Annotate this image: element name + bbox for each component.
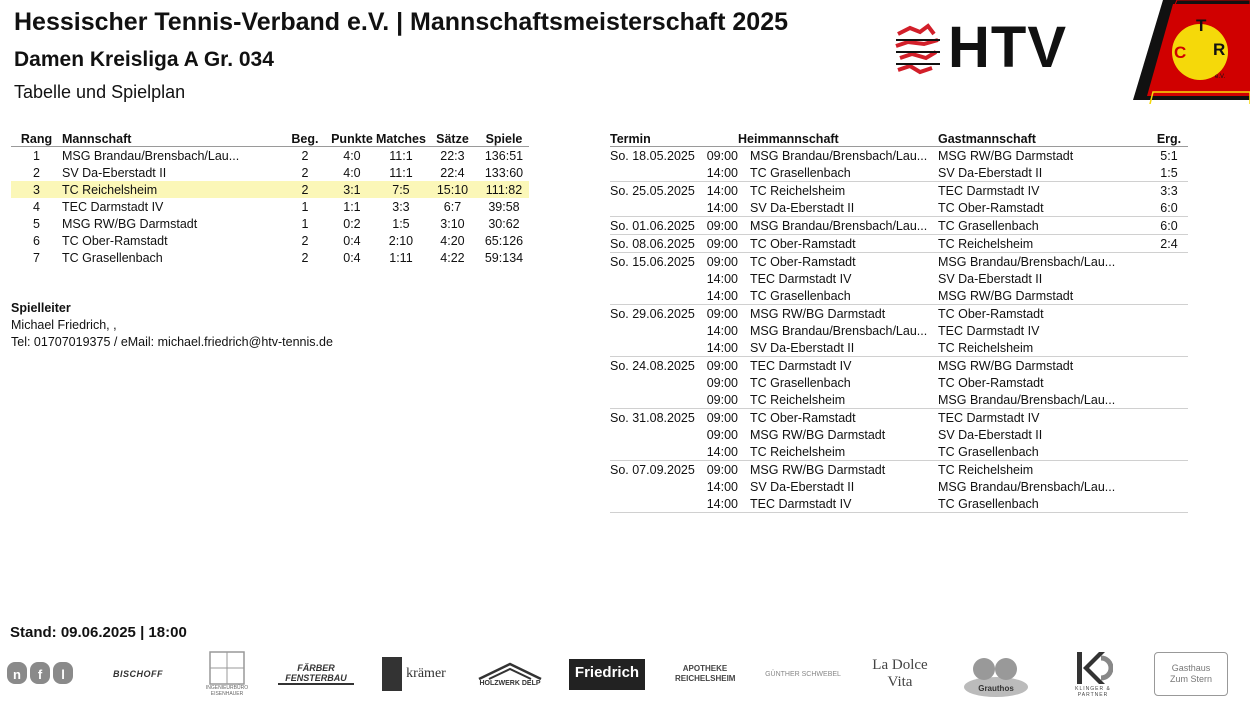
schedule-cell-guest: TC Reichelsheim [938, 461, 1150, 479]
schedule-cell-date: So. 01.06.2025 [610, 217, 700, 235]
guenther-schwebel-logo [764, 648, 842, 700]
holzwerk-delp-logo [472, 648, 548, 700]
schedule-cell-result [1150, 339, 1188, 357]
schedule-cell-time: 14:00 [700, 182, 738, 200]
col-erg: Erg. [1150, 129, 1188, 147]
schedule-cell-guest: TEC Darmstadt IV [938, 182, 1150, 200]
schedule-cell-guest: TC Ober-Ramstadt [938, 375, 1044, 390]
schedule-cell-guest: MSG RW/BG Darmstadt [938, 357, 1150, 375]
eisenhauer-logo-mark [206, 651, 248, 685]
schedule-cell-result: 3:3 [1150, 182, 1188, 200]
col-termin: Termin [610, 129, 738, 147]
friedrich-logo-text: Friedrich [569, 659, 645, 690]
kraemer-logo [378, 648, 450, 700]
standings-cell-punkte: 0:4 [343, 250, 361, 265]
standings-cell-rang: 6 [33, 233, 40, 248]
standings-cell-spiele: 59:134 [484, 250, 524, 265]
la-dolce-vita-logo [860, 648, 940, 700]
standings-row [11, 164, 529, 181]
schedule-row [610, 305, 1188, 323]
standings-row [11, 198, 529, 215]
standings-table [11, 129, 529, 266]
standings-cell-beg: 1 [301, 199, 309, 214]
schedule-cell-date [610, 374, 700, 391]
schedule-cell-date [610, 322, 700, 339]
kraemer-logo-text: krämer [406, 666, 446, 681]
standings-header-row [11, 129, 529, 147]
schedule-cell-guest: TC Reichelsheim [938, 235, 1150, 253]
col-saetze: Sätze [426, 129, 479, 147]
schedule-row [610, 217, 1188, 235]
standings-cell-saetze: 22:3 [440, 148, 465, 163]
schedule-row [610, 461, 1188, 479]
standings-cell-rang: 4 [33, 199, 40, 214]
schedule-cell-result [1150, 305, 1188, 323]
club-logo-r: R [1213, 40, 1226, 59]
schedule-cell-home: TEC Darmstadt IV [738, 357, 938, 375]
schedule-cell-result [1150, 270, 1188, 287]
schedule-cell-date: So. 18.05.2025 [610, 148, 695, 163]
schedule-cell-home: TC Ober-Ramstadt [738, 253, 938, 271]
apotheke-logo-text: APOTHEKE REICHELSHEIM [675, 664, 736, 683]
standings-cell-rang: 5 [33, 216, 40, 231]
svg-text:n: n [13, 667, 21, 682]
schedule-cell-time: 09:00 [700, 305, 738, 323]
standings-cell-team: SV Da-Eberstadt II [61, 165, 167, 180]
schedule-cell-time: 14:00 [706, 340, 738, 355]
schedule-cell-date [610, 495, 700, 513]
schedule-cell-home: TC Grasellenbach [750, 375, 851, 390]
schedule-row [610, 164, 1188, 182]
spielleiter-name: Michael Friedrich, , [11, 318, 117, 332]
standings-cell-beg: 2 [301, 233, 309, 248]
schedule-cell-time: 09:00 [700, 461, 738, 479]
standings-cell-team: TEC Darmstadt IV [61, 199, 164, 214]
club-logo [1133, 0, 1250, 104]
schedule-cell-result [1150, 253, 1188, 271]
schedule-cell-date [610, 391, 700, 409]
schedule-cell-result [1150, 478, 1188, 495]
bischoff-logo [100, 648, 176, 700]
schedule-row [610, 322, 1188, 339]
schedule-cell-guest: TEC Darmstadt IV [938, 323, 1040, 338]
standings-cell-team: TC Grasellenbach [61, 250, 163, 265]
standings-cell-spiele: 136:51 [484, 148, 524, 163]
schedule-cell-guest: TC Grasellenbach [938, 444, 1039, 459]
schedule-cell-home: MSG RW/BG Darmstadt [738, 461, 938, 479]
club-logo-t: T [1196, 16, 1207, 35]
standings-cell-rang: 1 [33, 148, 40, 163]
schedule-cell-date [610, 164, 700, 182]
schedule-cell-time: 14:00 [706, 200, 738, 215]
stand-timestamp: Stand: 09.06.2025 | 18:00 [10, 624, 187, 641]
grauthos-logo-mark [962, 649, 1030, 699]
grauthos-logo [960, 648, 1032, 700]
gasthaus-zum-stern-logo [1154, 648, 1228, 700]
standings-row [11, 249, 529, 266]
schedule-cell-guest: SV Da-Eberstadt II [938, 271, 1043, 286]
standings-cell-rang: 2 [33, 165, 40, 180]
schedule-cell-home: TC Reichelsheim [750, 392, 846, 407]
standings-cell-team: MSG RW/BG Darmstadt [61, 216, 198, 231]
standings-cell-spiele: 30:62 [488, 216, 520, 231]
standings-cell-matches: 1:11 [389, 250, 413, 265]
schedule-cell-home: TC Ober-Ramstadt [738, 235, 938, 253]
schedule-cell-home: MSG RW/BG Darmstadt [750, 427, 886, 442]
schedule-cell-time: 14:00 [706, 479, 738, 494]
standings-cell-team: MSG Brandau/Brensbach/Lau... [61, 148, 240, 163]
standings-cell-beg: 1 [301, 216, 309, 231]
schedule-cell-time: 09:00 [700, 253, 738, 271]
league-title: Damen Kreisliga A Gr. 034 [14, 48, 274, 71]
schedule-cell-result [1150, 287, 1188, 305]
col-spiele: Spiele [479, 129, 529, 147]
schedule-row [610, 409, 1188, 427]
kraemer-logo-mark [382, 657, 402, 691]
schedule-cell-date: So. 07.09.2025 [610, 461, 700, 479]
standings-cell-beg: 2 [301, 165, 309, 180]
schedule-cell-home: TC Grasellenbach [750, 165, 851, 180]
spielleiter-contact: Tel: 01707019375 / eMail: michael.friedrich@htv-tennis.de [11, 335, 333, 349]
schedule-cell-guest: MSG RW/BG Darmstadt [938, 148, 1074, 163]
standings-cell-saetze: 3:10 [440, 216, 465, 231]
schedule-cell-guest: MSG Brandau/Brensbach/Lau... [938, 253, 1150, 271]
standings-cell-saetze: 4:22 [440, 250, 465, 265]
schedule-cell-time: 09:00 [700, 409, 738, 427]
standings-cell-spiele: 39:58 [488, 199, 520, 214]
standings-cell-punkte: 4:0 [343, 165, 361, 180]
schedule-cell-time: 09:00 [700, 217, 738, 235]
schedule-cell-time: 14:00 [706, 288, 738, 303]
schedule-cell-time: 14:00 [706, 323, 738, 338]
schedule-cell-result [1150, 374, 1188, 391]
schedule-cell-date: So. 15.06.2025 [610, 253, 700, 271]
schedule-cell-home: MSG Brandau/Brensbach/Lau... [738, 217, 938, 235]
schedule-cell-date: So. 08.06.2025 [610, 235, 700, 253]
delp-roof-icon [475, 662, 545, 680]
schedule-cell-date: So. 29.06.2025 [610, 305, 700, 323]
standings-cell-spiele: 111:82 [479, 181, 529, 198]
standings-cell-matches: 3:3 [392, 199, 410, 214]
klinger-logo-text: KLINGER & PARTNER [1075, 686, 1111, 698]
schedule-cell-guest: MSG RW/BG Darmstadt [938, 288, 1074, 303]
schedule-row [610, 478, 1188, 495]
schedule-cell-guest: SV Da-Eberstadt II [938, 427, 1043, 442]
standings-cell-punkte: 0:4 [343, 233, 361, 248]
schedule-cell-date: So. 31.08.2025 [610, 409, 700, 427]
schedule-cell-result [1150, 495, 1188, 513]
col-punkte: Punkte [328, 129, 376, 147]
standings-cell-team: TC Reichelsheim [62, 181, 282, 198]
gasthaus-logo-frame [1154, 652, 1228, 696]
schedule-row [610, 235, 1188, 253]
standings-cell-matches: 7:5 [376, 181, 426, 198]
bischoff-logo-text: BISCHOFF [113, 669, 163, 679]
schedule-cell-date [610, 339, 700, 357]
standings-cell-rang: 7 [33, 250, 40, 265]
svg-text:f: f [37, 667, 43, 682]
standings-cell-team: TC Ober-Ramstadt [61, 233, 168, 248]
standings-cell-saetze: 22:4 [440, 165, 465, 180]
schedule-cell-date [610, 443, 700, 461]
faerber-fensterbau-logo [278, 648, 354, 700]
schedule-cell-guest: SV Da-Eberstadt II [938, 165, 1043, 180]
schedule-cell-guest: TC Grasellenbach [938, 495, 1150, 513]
schedule-cell-home: TC Reichelsheim [738, 182, 938, 200]
schedule-cell-date [610, 426, 700, 443]
schedule-cell-home: SV Da-Eberstadt II [750, 340, 855, 355]
schedule-row [610, 426, 1188, 443]
club-logo-ev: e.V. [1215, 74, 1226, 80]
schedule-row [610, 182, 1188, 200]
schedule-cell-guest: MSG Brandau/Brensbach/Lau... [938, 479, 1116, 494]
standings-row [11, 147, 529, 165]
standings-cell-saetze: 4:20 [440, 233, 465, 248]
delp-logo-text: HOLZWERK DELP [479, 679, 541, 687]
schedule-cell-result: 2:4 [1150, 235, 1188, 253]
schedule-cell-time: 09:00 [706, 392, 738, 407]
schedule-table [610, 129, 1188, 513]
standings-row [11, 232, 529, 249]
schedule-row [610, 391, 1188, 409]
standings-row [11, 215, 529, 232]
ingenieurbuero-eisenhauer-logo [200, 648, 254, 700]
schedule-cell-result [1150, 357, 1188, 375]
schedule-cell-home: TC Ober-Ramstadt [738, 409, 938, 427]
schedule-cell-guest: TC Ober-Ramstadt [938, 305, 1150, 323]
schedule-cell-home: TC Reichelsheim [750, 444, 846, 459]
schedule-cell-date [610, 287, 700, 305]
schedule-cell-home: TEC Darmstadt IV [738, 495, 938, 513]
schedule-row [610, 374, 1188, 391]
schedule-cell-date [610, 478, 700, 495]
schedule-header-row [610, 129, 1188, 147]
nfl-logo-mark [6, 659, 76, 689]
standings-cell-matches: 11:1 [389, 148, 413, 163]
schedule-cell-date [610, 199, 700, 217]
schedule-cell-time: 09:00 [700, 357, 738, 375]
standings-cell-rang: 3 [11, 181, 62, 198]
spielleiter-label: Spielleiter [11, 301, 71, 315]
standings-cell-saetze: 6:7 [443, 199, 462, 214]
schedule-cell-home: TC Grasellenbach [750, 288, 851, 303]
standings-cell-punkte: 4:0 [343, 148, 361, 163]
standings-cell-beg: 2 [301, 148, 309, 163]
schedule-cell-result [1150, 443, 1188, 461]
schedule-cell-result [1150, 391, 1188, 409]
standings-cell-beg: 2 [282, 181, 328, 198]
apotheke-reichelsheim-logo [668, 648, 742, 700]
schedule-cell-result [1150, 461, 1188, 479]
section-title: Tabelle und Spielplan [14, 82, 186, 102]
hessian-lion-icon [890, 22, 946, 80]
col-heim: Heimmannschaft [738, 129, 938, 147]
klinger-logo-mark [1073, 650, 1113, 686]
klinger-partner-logo [1062, 648, 1124, 700]
schedule-cell-result [1150, 322, 1188, 339]
svg-text:l: l [61, 667, 65, 682]
col-matches: Matches [376, 129, 426, 147]
schwebel-logo-text: GÜNTHER SCHWEBEL [765, 670, 841, 678]
schedule-row [610, 147, 1188, 165]
grauthos-logo-text: Grauthos [978, 684, 1014, 693]
schedule-cell-guest: TEC Darmstadt IV [938, 409, 1150, 427]
dolce-vita-logo-text: La Dolce Vita [872, 657, 928, 690]
standings-cell-spiele: 133:60 [484, 165, 524, 180]
schedule-row [610, 253, 1188, 271]
schedule-row [610, 443, 1188, 461]
schedule-cell-time: 14:00 [706, 165, 738, 180]
schedule-cell-result: 6:0 [1150, 217, 1188, 235]
standings-cell-spiele: 65:126 [484, 233, 524, 248]
standings-cell-beg: 2 [301, 250, 309, 265]
schedule-cell-time: 09:00 [700, 235, 738, 253]
col-mannschaft: Mannschaft [62, 129, 282, 147]
schedule-cell-result: 6:0 [1160, 200, 1178, 215]
schedule-cell-home: SV Da-Eberstadt II [750, 479, 855, 494]
schedule-cell-home: MSG Brandau/Brensbach/Lau... [750, 148, 928, 163]
htv-logo-text: HTV [948, 15, 1067, 80]
schedule-cell-result: 5:1 [1160, 148, 1178, 163]
schedule-cell-home: MSG Brandau/Brensbach/Lau... [750, 323, 928, 338]
schedule-cell-guest: TC Reichelsheim [938, 340, 1034, 355]
schedule-cell-time: 09:00 [706, 427, 738, 442]
schedule-cell-guest: TC Grasellenbach [938, 217, 1150, 235]
club-logo-c: C [1174, 43, 1187, 62]
schedule-row [610, 287, 1188, 305]
htv-logo [890, 15, 1110, 80]
standings-row [11, 181, 529, 198]
schedule-cell-home: MSG RW/BG Darmstadt [738, 305, 938, 323]
standings-cell-punkte: 3:1 [328, 181, 376, 198]
standings-cell-punkte: 1:1 [343, 199, 361, 214]
standings-cell-saetze: 15:10 [426, 181, 479, 198]
gasthaus-logo-text: Gasthaus Zum Stern [1169, 663, 1212, 684]
schedule-cell-guest: MSG Brandau/Brensbach/Lau... [938, 392, 1116, 407]
page-title: Hessischer Tennis-Verband e.V. | Mannschaftsmeisterschaft 2025 [14, 8, 788, 36]
schedule-cell-time: 14:00 [706, 271, 738, 286]
standings-cell-matches: 2:10 [388, 233, 414, 248]
standings-cell-matches: 11:1 [389, 165, 413, 180]
standings-cell-matches: 1:5 [392, 216, 410, 231]
schedule-row [610, 357, 1188, 375]
schedule-cell-time: 09:00 [706, 375, 738, 390]
schedule-row [610, 339, 1188, 357]
standings-cell-punkte: 0:2 [343, 216, 361, 231]
schedule-cell-date: So. 24.08.2025 [610, 357, 700, 375]
col-gast: Gastmannschaft [938, 129, 1150, 147]
schedule-row [610, 270, 1188, 287]
schedule-cell-date [610, 270, 700, 287]
schedule-row [610, 199, 1188, 217]
col-rang: Rang [11, 129, 62, 147]
schedule-cell-result [1150, 409, 1188, 427]
friedrich-baeckerei-logo [568, 648, 646, 700]
col-beg: Beg. [282, 129, 328, 147]
schedule-cell-guest: TC Ober-Ramstadt [938, 200, 1044, 215]
schedule-cell-home: TEC Darmstadt IV [750, 271, 852, 286]
schedule-cell-result [1150, 426, 1188, 443]
eisenhauer-logo-text: INGENIEURBÜRO EISENHAUER [205, 685, 249, 697]
nfl-logo [4, 648, 78, 700]
schedule-cell-time: 14:00 [706, 444, 738, 459]
schedule-cell-time: 14:00 [700, 495, 738, 513]
faerber-logo-text: FÄRBER FENSTERBAU [278, 663, 354, 685]
schedule-cell-date: So. 25.05.2025 [610, 182, 700, 200]
schedule-cell-time: 09:00 [706, 148, 738, 163]
schedule-cell-result: 1:5 [1160, 165, 1178, 180]
schedule-row [610, 495, 1188, 513]
schedule-cell-home: SV Da-Eberstadt II [750, 200, 855, 215]
